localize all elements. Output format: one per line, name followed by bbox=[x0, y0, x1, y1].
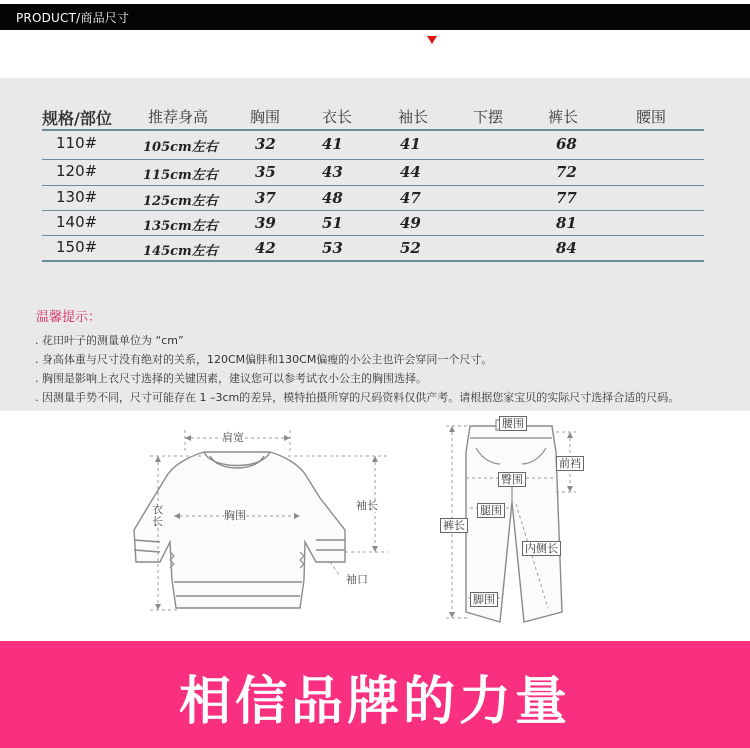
length-cell: 53 bbox=[322, 239, 343, 257]
tip-item: . 身高体重与尺寸没有绝对的关系，120CM偏胖和130CM偏瘦的小公主也许会穿同一个尺寸。 bbox=[35, 353, 493, 366]
size-cell: 140# bbox=[56, 213, 98, 231]
size-cell: 150# bbox=[56, 238, 98, 256]
size-cell: 110# bbox=[56, 134, 98, 152]
size-chart-panel bbox=[0, 78, 750, 411]
column-header-size: 规格/部位 bbox=[42, 109, 112, 128]
pants-length-cell: 68 bbox=[556, 135, 577, 153]
height-cell: 125cm左右 bbox=[143, 194, 218, 209]
down-arrow-icon bbox=[427, 36, 437, 44]
inseam-label: 内侧长 bbox=[522, 541, 561, 556]
tip-item: . 花田叶子的测量单位为 “cm” bbox=[35, 334, 184, 347]
shoulder-width-label: 肩宽 bbox=[222, 431, 244, 444]
body-length-label: 长 bbox=[152, 515, 163, 528]
height-cell: 145cm左右 bbox=[143, 244, 218, 259]
size-cell: 130# bbox=[56, 188, 98, 206]
waist-label: 腰围 bbox=[499, 416, 527, 431]
height-cell: 135cm左右 bbox=[143, 219, 218, 234]
table-row-divider bbox=[42, 235, 704, 236]
section-title: PRODUCT/商品尺寸 bbox=[16, 11, 130, 25]
hip-label: 臀围 bbox=[498, 472, 526, 487]
chest-label: 胸围 bbox=[224, 509, 246, 522]
pants-length-cell: 77 bbox=[556, 189, 577, 207]
tip-item: . 因测量手势不同，尺寸可能存在 1 –3cm的差异，模特拍摄所穿的尺码资料仅供产考。请根据您家宝贝的实际尺寸选择合适的尺码。 bbox=[35, 391, 680, 404]
section-header-bar bbox=[0, 4, 750, 30]
length-cell: 51 bbox=[322, 214, 343, 232]
column-header-length: 衣长 bbox=[322, 108, 353, 126]
pants-length-label: 裤长 bbox=[440, 518, 468, 533]
pants-length-cell: 81 bbox=[556, 214, 577, 232]
front-rise-label: 前裆 bbox=[556, 456, 584, 471]
column-header-sleeve: 袖长 bbox=[398, 108, 429, 126]
top-garment-illustration bbox=[0, 412, 750, 640]
size-cell: 120# bbox=[56, 162, 98, 180]
chest-cell: 39 bbox=[255, 214, 276, 232]
sleeve-cell: 49 bbox=[400, 214, 421, 232]
length-cell: 48 bbox=[322, 189, 343, 207]
thigh-label: 腿围 bbox=[477, 503, 505, 518]
table-row-divider bbox=[42, 210, 704, 211]
column-header-hem: 下摆 bbox=[473, 108, 504, 126]
measurement-diagram bbox=[0, 412, 750, 640]
table-row-divider bbox=[42, 159, 704, 160]
slogan-banner bbox=[0, 641, 750, 748]
table-bottom-rule bbox=[42, 260, 704, 262]
length-cell: 43 bbox=[322, 163, 343, 181]
height-cell: 105cm左右 bbox=[143, 140, 218, 155]
sleeve-cell: 44 bbox=[400, 163, 421, 181]
sleeve-cell: 47 bbox=[400, 189, 421, 207]
tip-item: . 胸围是影响上衣尺寸选择的关键因素，建议您可以参考试衣小公主的胸围选择。 bbox=[35, 372, 427, 385]
chest-cell: 42 bbox=[255, 239, 276, 257]
sleeve-cell: 41 bbox=[400, 135, 421, 153]
table-row-divider bbox=[42, 185, 704, 186]
chest-cell: 32 bbox=[255, 135, 276, 153]
cuff-label: 袖口 bbox=[346, 573, 368, 586]
column-header-pants-length: 裤长 bbox=[548, 108, 579, 126]
column-header-height: 推荐身高 bbox=[148, 108, 209, 126]
pants-length-cell: 72 bbox=[556, 163, 577, 181]
length-cell: 41 bbox=[322, 135, 343, 153]
tips-title: 温馨提示： bbox=[36, 310, 102, 325]
pants-length-cell: 84 bbox=[556, 239, 577, 257]
leg-opening-label: 脚围 bbox=[470, 592, 498, 607]
chest-cell: 35 bbox=[255, 163, 276, 181]
body-length-label: 衣 bbox=[152, 503, 163, 516]
sleeve-length-label: 袖长 bbox=[356, 499, 378, 512]
slogan-text: 相信品牌的力量 bbox=[178, 672, 571, 732]
sleeve-cell: 52 bbox=[400, 239, 421, 257]
table-header-rule bbox=[42, 129, 704, 131]
column-header-chest: 胸围 bbox=[250, 108, 281, 126]
height-cell: 115cm左右 bbox=[143, 168, 218, 183]
column-header-waist: 腰围 bbox=[636, 108, 667, 126]
chest-cell: 37 bbox=[255, 189, 276, 207]
